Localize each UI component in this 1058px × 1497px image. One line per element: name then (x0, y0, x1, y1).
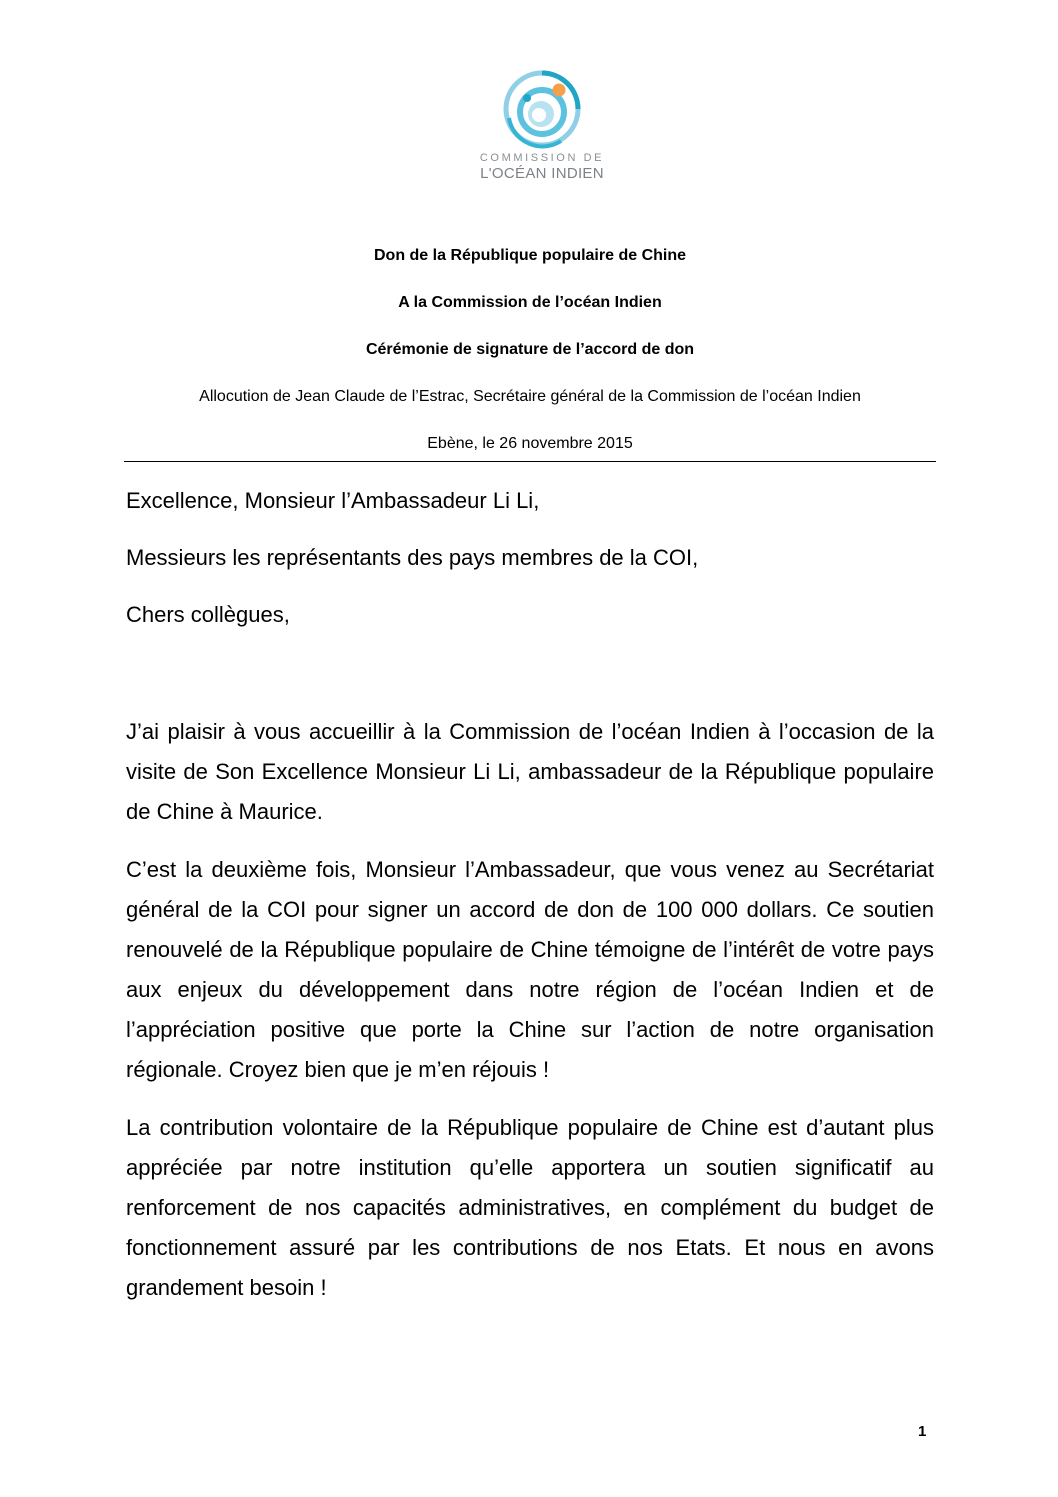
salutation-line: Messieurs les représentants des pays membres de la COI, (126, 545, 699, 570)
header-speaker: Allocution de Jean Claude de l’Estrac, Secrétaire général de la Commission de l’océan Indien (199, 388, 861, 405)
salutations (126, 484, 936, 655)
paragraph: J’ai plaisir à vous accueillir à la Commission de l’océan Indien à l’occasion de la visite de Son Excellence Monsieur Li Li, ambassadeur de la République populaire de Chine à Maurice. (126, 719, 934, 824)
header-recipient: A la Commission de l’océan Indien (398, 294, 662, 311)
coi-circle-logo-icon (501, 68, 583, 150)
header-date-place: Ebène, le 26 novembre 2015 (427, 435, 633, 452)
page-number: 1 (918, 1423, 927, 1440)
paragraph: C’est la deuxième fois, Monsieur l’Ambassadeur, que vous venez au Secrétariat général de la COI pour signer un accord de don de 100 000 dollars. Ce soutien renouvelé de la République populaire de Chine témoigne de l’intérêt de votre pays aux enjeux du développement dans notre région de l’océan Indien et de l’appréciation positive que porte la Chine sur l’action de notre organisation régionale. Croyez bien que je m’en réjouis ! (126, 857, 934, 1082)
organization-logo (462, 68, 622, 196)
header-divider (124, 461, 936, 462)
header-title: Don de la République populaire de Chine (373, 247, 687, 264)
logo-text-line1: COMMISSION DE (479, 152, 605, 164)
salutation-line: Chers collègues, (126, 602, 290, 627)
logo-text-line2: L'OCÉAN INDIEN (480, 165, 604, 182)
document-header (125, 244, 935, 479)
salutation-line: Excellence, Monsieur l’Ambassadeur Li Li, (126, 488, 540, 513)
paragraph: La contribution volontaire de la République populaire de Chine est d’autant plus appréciée par notre institution qu’elle apportera un soutien significatif au renforcement de nos capacités administratives, en complément du budget de fonctionnement assuré par les contributions de nos Etats. Et nous en avons grandement besoin ! (126, 1115, 934, 1300)
speech-body (126, 712, 934, 1326)
header-ceremony: Cérémonie de signature de l’accord de don (365, 341, 695, 358)
